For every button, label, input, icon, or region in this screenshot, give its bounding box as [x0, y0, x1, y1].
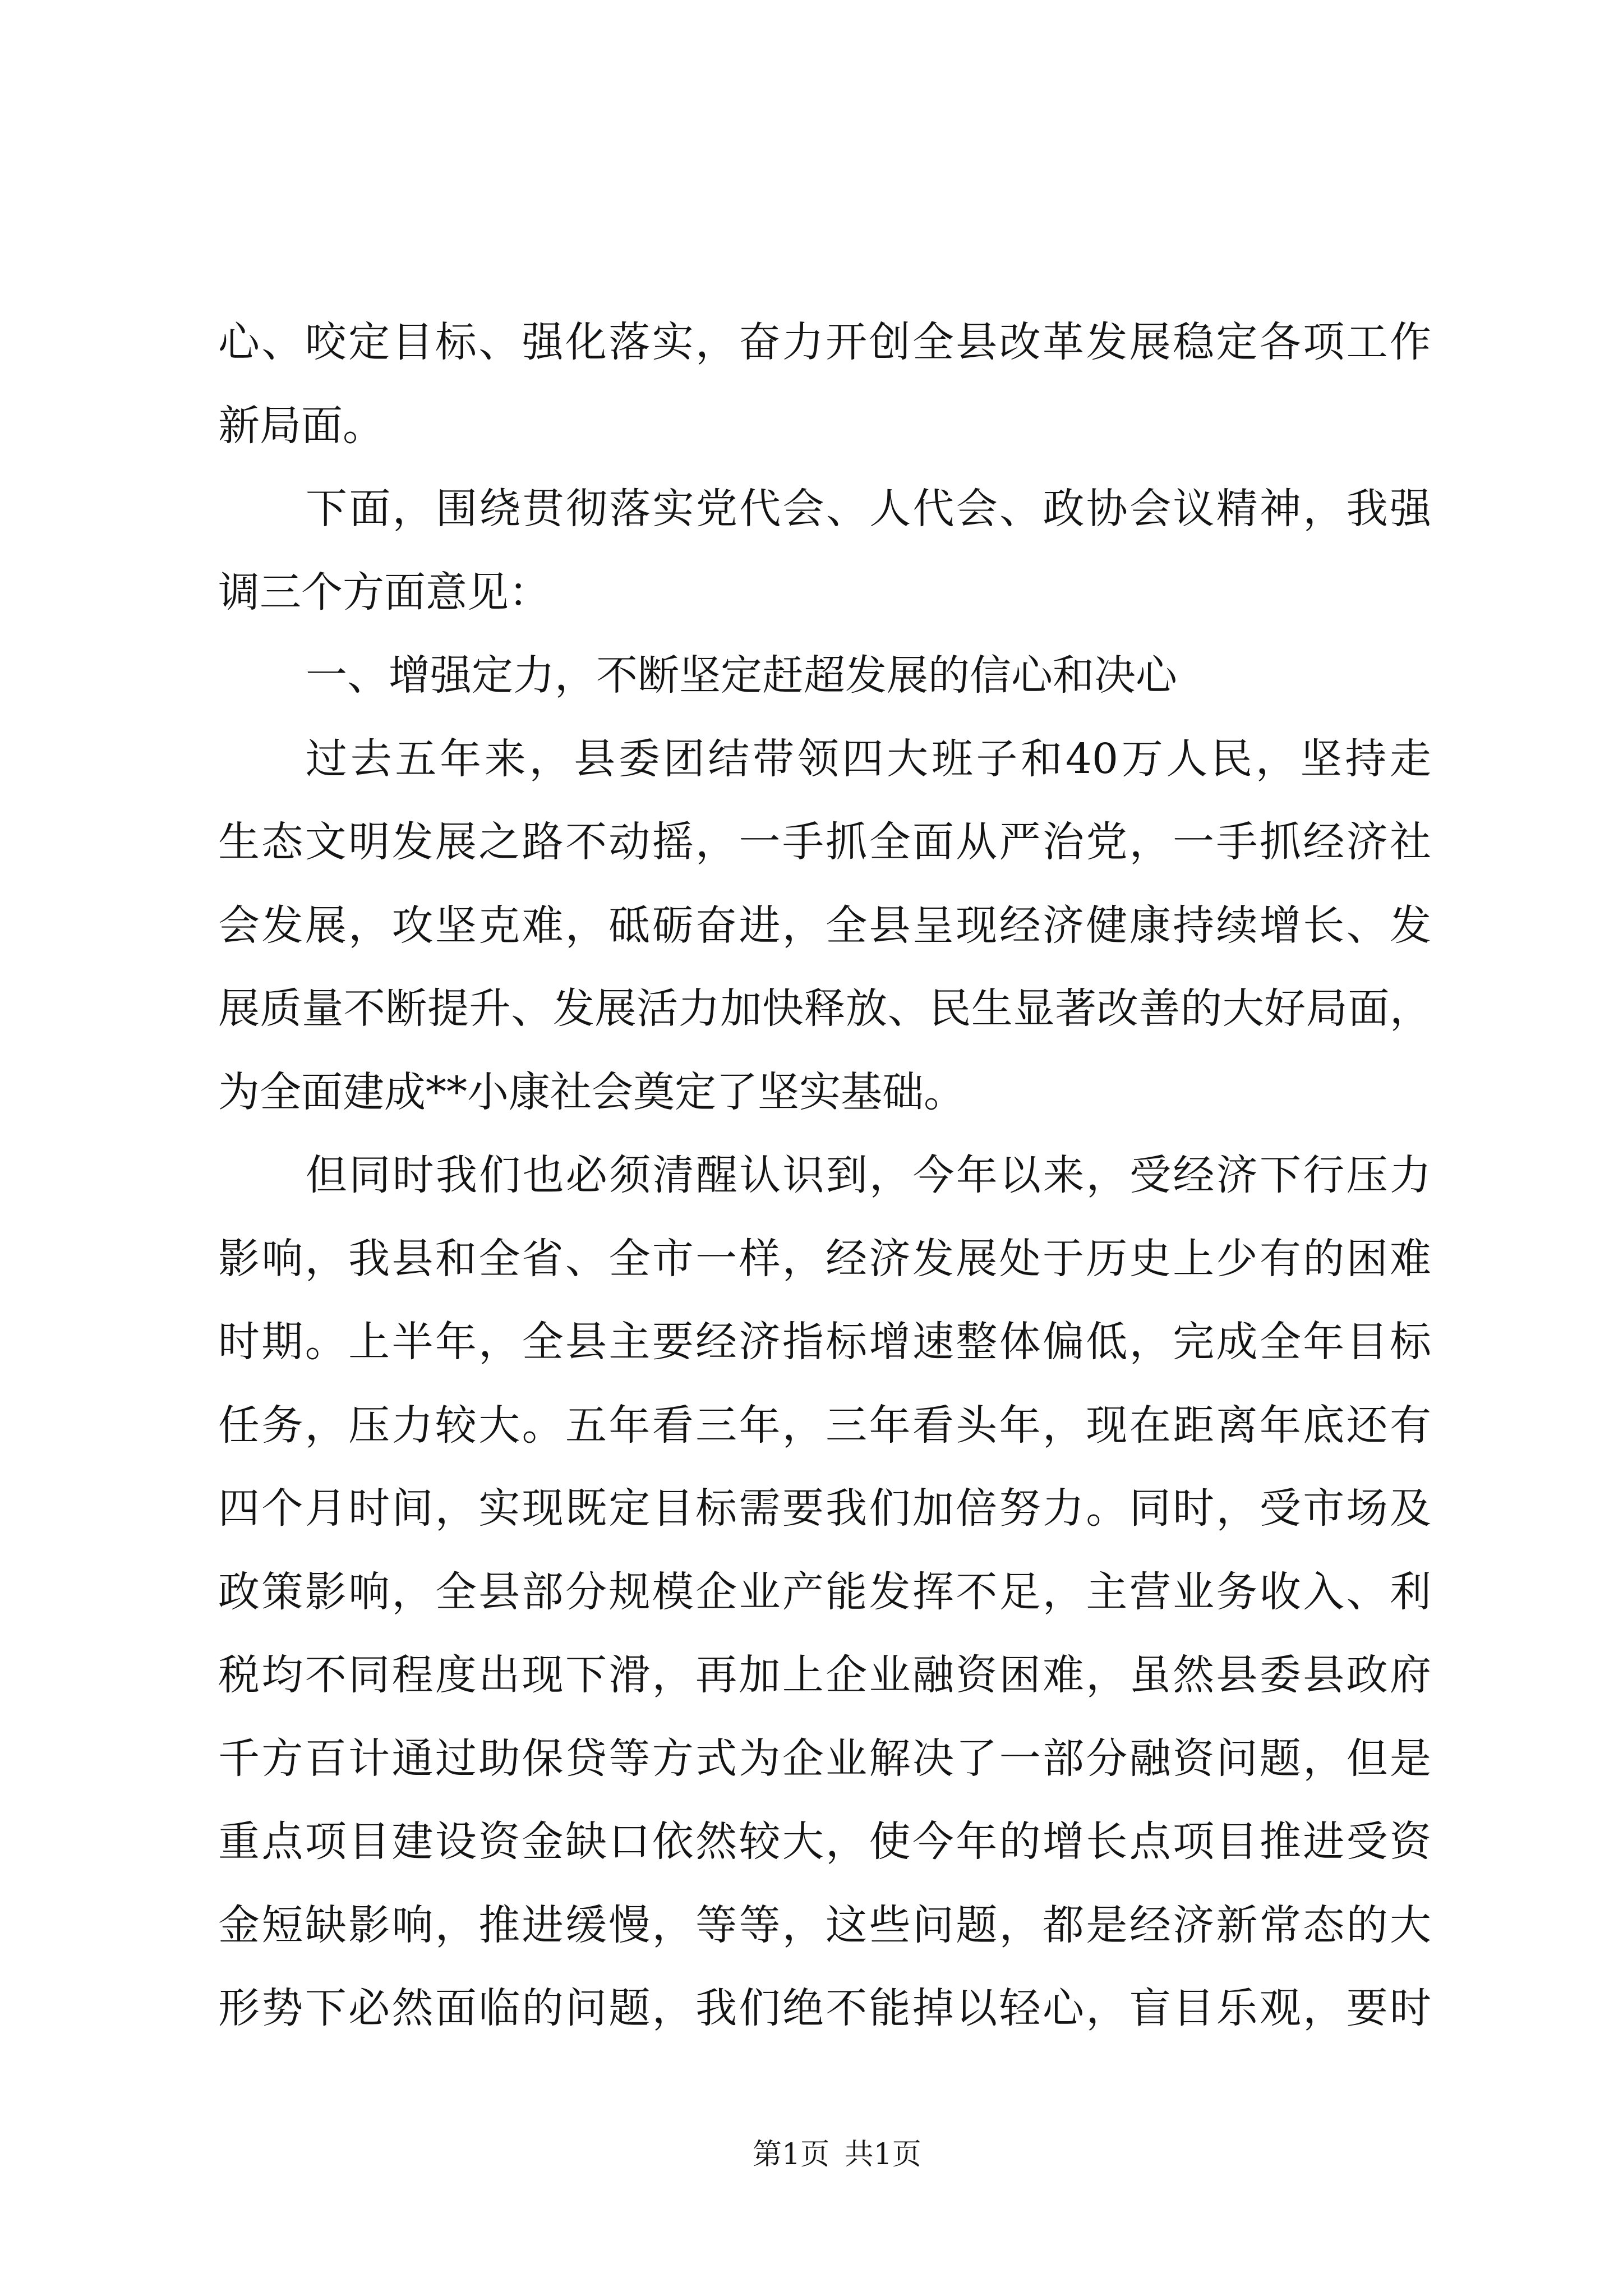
- text-line: 形势下必然面临的问题，我们绝不能掉以轻心，盲目乐观，要时: [218, 1984, 1431, 2032]
- text-line: 任务，压力较大。五年看三年，三年看头年，现在距离年底还有: [218, 1401, 1431, 1450]
- text-line: 会发展，攻坚克难，砥砺奋进，全县呈现经济健康持续增长、发: [218, 901, 1431, 950]
- paragraph-first-line: 过去五年来，县委团结带领四大班子和40万人民，坚持走: [306, 734, 1431, 783]
- text-line: 心、咬定目标、强化落实，奋力开创全县改革发展稳定各项工作: [218, 318, 1431, 366]
- paragraph-first-line: 下面，围绕贯彻落实党代会、人代会、政协会议精神，我强: [306, 485, 1431, 533]
- text-line: 四个月时间，实现既定目标需要我们加倍努力。同时，受市场及: [218, 1484, 1431, 1533]
- text-line: 生态文明发展之路不动摇，一手抓全面从严治党，一手抓经济社: [218, 818, 1431, 866]
- text-line: 重点项目建设资金缺口依然较大，使今年的增长点项目推进受资: [218, 1818, 1431, 1866]
- text-line: 新局面。: [218, 401, 384, 450]
- text-line: 千方百计通过助保贷等方式为企业解决了一部分融资问题，但是: [218, 1734, 1431, 1783]
- text-line: 税均不同程度出现下滑，再加上企业融资困难，虽然县委县政府: [218, 1651, 1431, 1699]
- document-body: [218, 301, 1431, 2050]
- text-line: 为全面建成**小康社会奠定了坚实基础。: [218, 1068, 965, 1116]
- paragraph-first-line: 但同时我们也必须清醒认识到，今年以来，受经济下行压力: [306, 1151, 1431, 1199]
- text-line: 调三个方面意见：: [218, 568, 550, 616]
- text-line: 时期。上半年，全县主要经济指标增速整体偏低，完成全年目标: [218, 1318, 1431, 1366]
- section-heading: 一、增强定力，不断坚定赶超发展的信心和决心: [306, 651, 1177, 700]
- text-line: 展质量不断提升、发展活力加快释放、民生显著改善的大好局面，: [218, 984, 1431, 1033]
- text-line: 影响，我县和全省、全市一样，经济发展处于历史上少有的困难: [218, 1234, 1431, 1283]
- text-line: 金短缺影响，推进缓慢，等等，这些问题，都是经济新常态的大: [218, 1901, 1431, 1949]
- page-number-footer: 第1页 共1页: [753, 2138, 921, 2171]
- text-line: 政策影响，全县部分规模企业产能发挥不足，主营业务收入、利: [218, 1567, 1431, 1616]
